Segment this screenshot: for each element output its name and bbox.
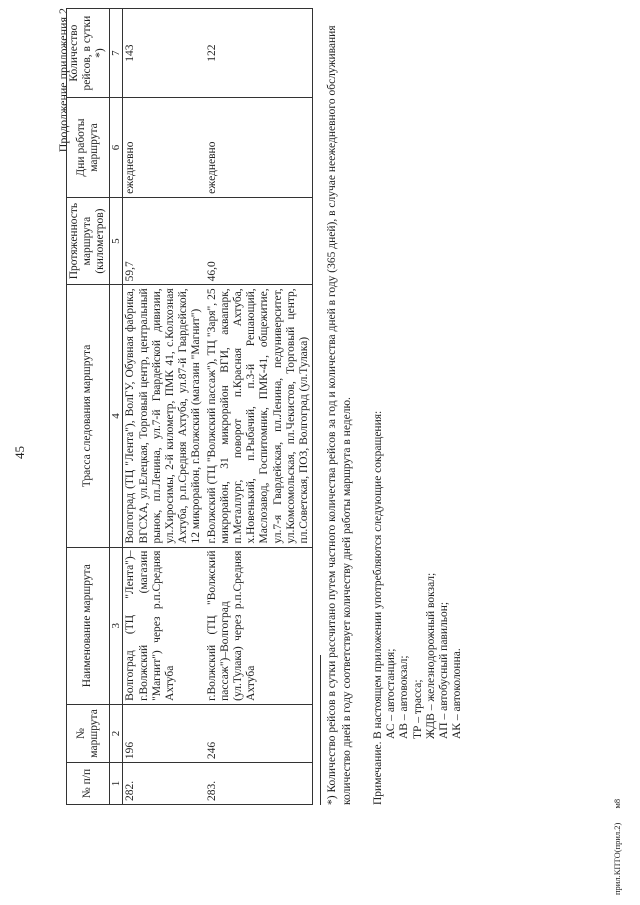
header-route-path: Трасса следования маршрута — [67, 285, 110, 547]
footer — [612, 787, 622, 895]
route-length: 46,0 — [205, 197, 313, 285]
route-trips: 122 — [205, 9, 313, 98]
header-route-name: Наименование маршрута — [67, 547, 110, 704]
column-number: 5 — [109, 197, 123, 285]
footnote: *) Количество рейсов в сутки рассчитано путем частного количества рейсов за год и количества дней в году (365 дней), в случае неежедневного обслуживания количество дней в году соответствует количеству дней работы маршрута в неделю. — [326, 25, 353, 805]
footnote-divider — [320, 655, 321, 805]
header-route-length: Протяженность маршрута (километров) — [67, 197, 110, 285]
footer-mark: м8 — [612, 798, 622, 809]
route-days: ежедневно — [123, 98, 205, 198]
header-trips-per-day: Количество рейсов, в сутки *) — [67, 9, 110, 98]
column-number: 7 — [109, 9, 123, 98]
route-path: Волгоград (ТЦ "Лента"), ВолГУ, Обувная фабрика, ВГСХА, ул.Елецкая, Торговый центр, центральный рынок, пл.Ленина, ул.7-й Гвардейской дивизии, ул.Хиросимы, 2-й километр, ПМК 41, с.Колхозная Ахтуба, р.п.Средняя Ахтуба, ул.87-й Гвардейской, 12 микрорайон, г.Волжский (магазин "Магнит") — [123, 285, 205, 547]
route-number: 196 — [123, 704, 205, 762]
note-label: Примечание. — [372, 741, 384, 805]
column-number: 2 — [109, 704, 123, 762]
note-body — [372, 411, 465, 739]
row-number: 283. — [205, 763, 313, 805]
route-path: г.Волжский (ТЦ "Волжский пассаж"), ТЦ "Заря", 25 микрорайон, 31 микрорайон ВГИ, аквапарк, п.Металлург, поворот п.Красная Ахтуба, х.Новенький, п.Рыбачий, п.3-й Решающий, Маслозавод, Госпитомник, ПМК-41, общежитие, ул.7-я Гвардейская, пл.Ленина, педуниверситет, ул.Комсомольская, пл.Чекистов, Торговый центр, пл.Советская, ПОЗ, Волгоград (ул.Тулака) — [205, 285, 313, 547]
abbreviation-item: АК – автоколонна. — [451, 648, 464, 739]
route-name: Волгоград (ТЦ "Лента")–г.Волжский (магазин "Магнит") через р.п.Средняя Ахтуба — [123, 547, 205, 704]
column-number: 4 — [109, 285, 123, 547]
route-length: 59,7 — [123, 197, 205, 285]
column-number-row — [109, 9, 123, 805]
column-number: 6 — [109, 98, 123, 198]
route-name: г.Волжский (ТЦ "Волжский пассаж")–Волгоград (ул.Тулака) через р.п.Средняя Ахтуба — [205, 547, 313, 704]
abbreviation-item: АВ – автовокзал; — [398, 655, 411, 739]
continuation-label: Продолжение приложения 2 — [56, 8, 70, 153]
row-number: 282. — [123, 763, 205, 805]
routes-table — [66, 8, 313, 805]
table-header-row — [67, 9, 110, 805]
footer-code: прил.КПТО(прил.2) — [612, 822, 622, 895]
abbreviation-item: АС – автостанция; — [385, 648, 398, 739]
route-number: 246 — [205, 704, 313, 762]
abbreviation-item: ТР – трасса; — [411, 679, 424, 739]
header-route-number: № маршрута — [67, 704, 110, 762]
abbreviation-item: АП – автобусный павильон; — [438, 601, 451, 739]
page-number: 45 — [12, 446, 27, 459]
abbreviation-item: ЖДВ – железнодорожный вокзал; — [424, 572, 437, 739]
column-number: 1 — [109, 763, 123, 805]
table-row — [205, 9, 313, 805]
header-number: № п/п — [67, 763, 110, 805]
note-intro: В настоящем приложении употребляются следующие сокращения: — [372, 410, 384, 739]
header-work-days: Дни работы маршрута — [67, 98, 110, 198]
column-number: 3 — [109, 547, 123, 704]
table-row — [123, 9, 205, 805]
route-days: ежедневно — [205, 98, 313, 198]
route-trips: 143 — [123, 9, 205, 98]
